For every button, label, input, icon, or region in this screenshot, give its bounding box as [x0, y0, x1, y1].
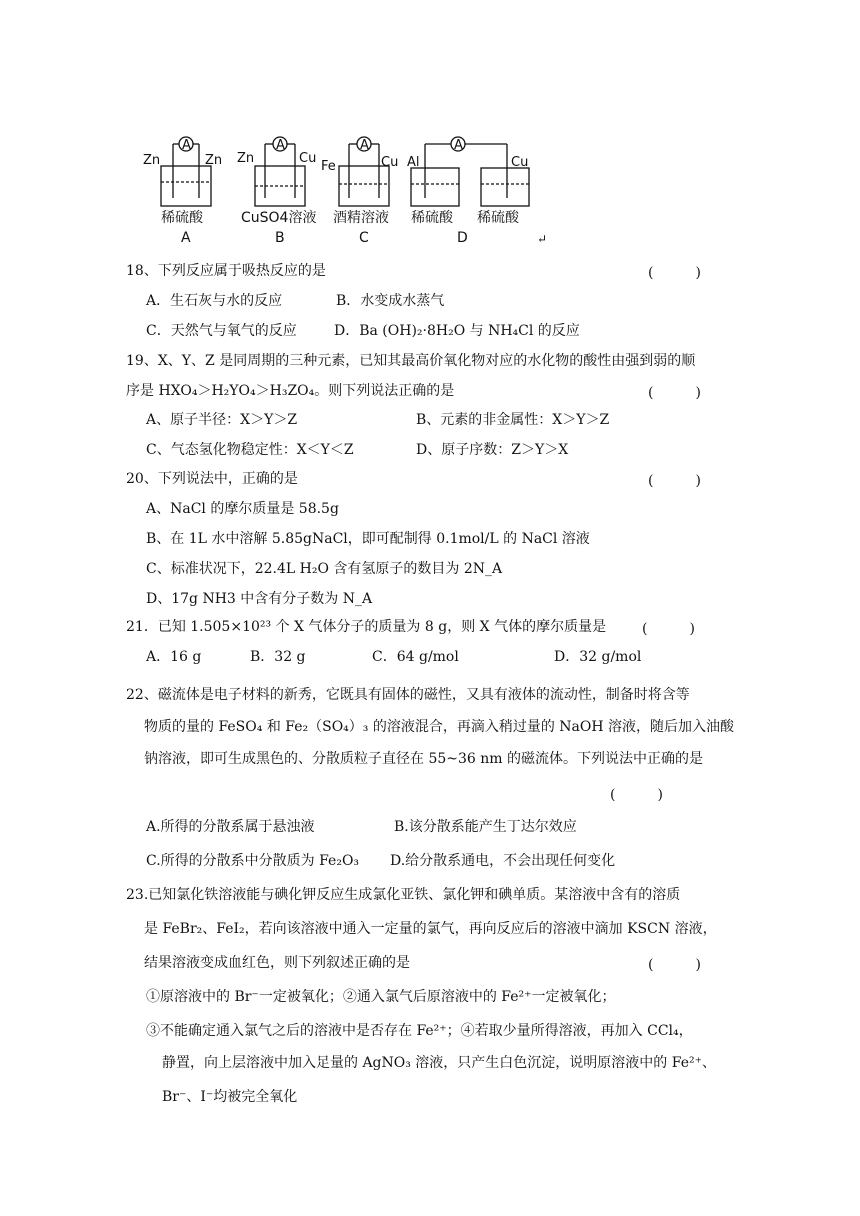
q23-statement-1-2: ①原溶液中的 Br⁻一定被氧化；②通入氯气后原溶液中的 Fe²⁺一定被氧化；: [146, 989, 616, 1005]
cell-d: [411, 137, 529, 206]
q22-stem-line3: 钠溶液，即可生成黑色的、分散质粒子直径在 55~36 nm 的磁流体。下列说法中正确的是: [144, 751, 703, 767]
electrode-c-left: Fe: [321, 159, 336, 174]
q22-option-d: D.给分散系通电，不会出现任何变化: [390, 853, 616, 869]
q19-answer-paren: ( ): [648, 385, 701, 401]
q18-answer-paren: ( ): [648, 265, 701, 281]
cell-diagrams-svg: [135, 118, 555, 248]
q21-option-a: A．16 g: [146, 649, 202, 665]
q19-option-d: D、原子序数：Z＞Y＞X: [416, 442, 569, 458]
q18-option-b: B．水变成水蒸气: [336, 293, 445, 309]
q18-stem: 18、下列反应属于吸热反应的是: [126, 263, 326, 279]
caption-a: 稀硫酸: [161, 210, 203, 226]
q22-option-a: A.所得的分散系属于悬浊液: [146, 819, 315, 835]
q18-option-c: C．天然气与氧气的反应: [146, 323, 297, 339]
q22-option-b: B.该分散系能产生丁达尔效应: [394, 819, 577, 835]
caption-c: 酒精溶液: [333, 210, 389, 226]
letter-a: A: [181, 230, 191, 246]
q23-statement-3-4: ③不能确定通入氯气之后的溶液中是否存在 Fe²⁺；④若取少量所得溶液，再加入 CCl₄，: [146, 1023, 693, 1039]
q21-stem: 21．已知 1.505×10²³ 个 X 气体分子的质量为 8 g，则 X 气体的摩尔质量是: [126, 619, 607, 635]
caption-b: CuSO4溶液: [241, 210, 317, 226]
q20-option-c: C、标准状况下，22.4L H₂O 含有氢原子的数目为 2N_A: [146, 561, 503, 577]
letter-d: D: [457, 230, 468, 246]
q23-statement-4-end: Br⁻、I⁻均被完全氧化: [162, 1089, 298, 1105]
q19-option-b: B、元素的非金属性：X＞Y＞Z: [416, 412, 610, 428]
q20-option-d: D、17g NH3 中含有分子数为 N_A: [146, 591, 373, 607]
ammeter-a-label: A: [182, 138, 191, 153]
q22-option-c: C.所得的分散系中分散质为 Fe₂O₃: [146, 853, 360, 869]
electrode-d-left: Al: [407, 155, 420, 170]
ammeter-d-label: A: [454, 138, 463, 153]
ammeter-c-label: A: [360, 138, 369, 153]
q18-option-a: A．生石灰与水的反应: [146, 293, 283, 309]
caption-d-left: 稀硫酸: [411, 210, 453, 226]
q23-stem-line3: 结果溶液变成血红色，则下列叙述正确的是: [144, 955, 410, 971]
electrode-b-left: Zn: [237, 151, 255, 166]
caption-d-right: 稀硫酸: [477, 210, 519, 226]
q19-stem-line1: 19、X、Y、Z 是同周期的三种元素，已知其最高价氧化物对应的水化物的酸性由强到弱的顺: [126, 353, 696, 369]
q19-option-c: C、气态氢化物稳定性：X＜Y＜Z: [146, 442, 354, 458]
q23-stem-line2: 是 FeBr₂、FeI₂，若向该溶液中通入一定量的氯气，再向反应后的溶液中滴加 KSCN 溶液，: [144, 921, 717, 937]
q23-answer-paren: ( ): [648, 957, 701, 973]
q22-stem-line1: 22、磁流体是电子材料的新秀，它既具有固体的磁性，又具有液体的流动性，制备时将含等: [126, 687, 690, 703]
q20-stem: 20、下列说法中，正确的是: [126, 471, 298, 487]
ammeter-b-label: A: [276, 138, 285, 153]
electrode-a-left: Zn: [143, 153, 161, 168]
letter-b: B: [275, 230, 285, 246]
q21-option-d: D．32 g/mol: [554, 649, 642, 665]
q21-option-c: C．64 g/mol: [372, 649, 459, 665]
q19-stem-line2: 序是 HXO₄＞H₂YO₄＞H₃ZO₄。则下列说法正确的是: [126, 383, 455, 399]
q21-answer-paren: ( ): [642, 621, 695, 637]
q20-option-a: A、NaCl 的摩尔质量是 58.5g: [146, 501, 339, 517]
q21-option-b: B．32 g: [250, 649, 306, 665]
q22-stem-line2: 物质的量的 FeSO₄ 和 Fe₂（SO₄）₃ 的溶液混合，再滴入稍过量的 NaOH 溶液，随后加入油酸: [144, 719, 735, 735]
q22-answer-paren: ( ): [610, 787, 663, 803]
electrode-c-right: Cu: [381, 155, 399, 170]
q23-statement-4-cont: 静置，向上层溶液中加入足量的 AgNO₃ 溶液，只产生白色沉淀，说明原溶液中的 Fe²⁺、: [162, 1055, 716, 1071]
q18-option-d: D．Ba (OH)₂·8H₂O 与 NH₄Cl 的反应: [334, 323, 580, 339]
q19-option-a: A、原子半径：X＞Y＞Z: [146, 412, 298, 428]
q23-stem-line1: 23.已知氯化铁溶液能与碘化钾反应生成氯化亚铁、氯化钾和碘单质。某溶液中含有的溶质: [126, 887, 681, 903]
letter-c: C: [359, 230, 369, 246]
return-mark: ↵: [537, 232, 548, 246]
electrode-d-right: Cu: [511, 155, 529, 170]
q20-answer-paren: ( ): [648, 473, 701, 489]
cell-diagrams-figure: [135, 118, 555, 248]
electrode-b-right: Cu: [299, 151, 317, 166]
q20-option-b: B、在 1L 水中溶解 5.85gNaCl，即可配制得 0.1mol/L 的 NaCl 溶液: [146, 531, 590, 547]
electrode-a-right: Zn: [205, 153, 223, 168]
